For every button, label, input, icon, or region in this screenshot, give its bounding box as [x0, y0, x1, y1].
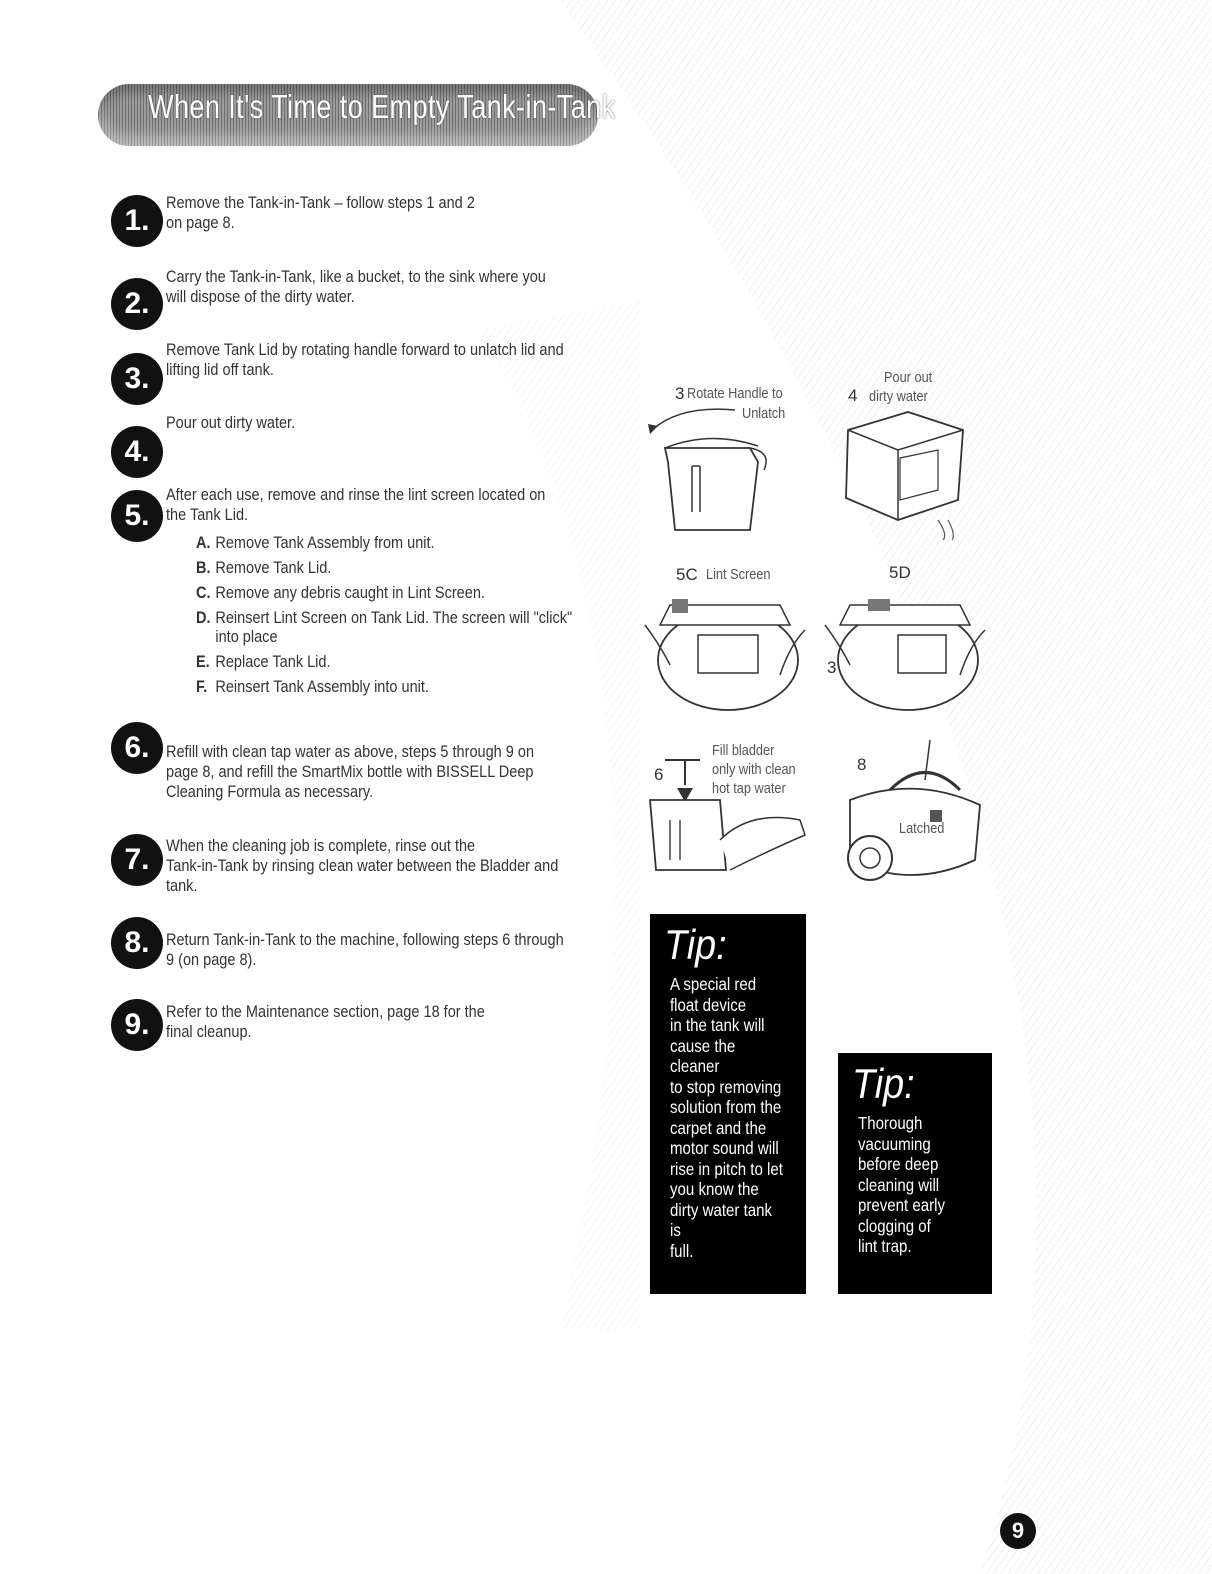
step-1-line-1: Remove the Tank-in-Tank – follow steps 1 and 2	[166, 194, 475, 212]
substep-e	[196, 650, 572, 675]
step-8-line-2: 9 (on page 8).	[166, 951, 257, 969]
page-number-badge: 9	[1000, 1513, 1036, 1549]
step-7-line-1: When the cleaning job is complete, rinse out the	[166, 837, 476, 855]
substep-letter: C.	[196, 584, 211, 602]
figure-8-label: Latched	[899, 820, 945, 837]
step-2-line-1: Carry the Tank-in-Tank, like a bucket, to the sink where you	[166, 268, 546, 286]
step-6-line-3: Cleaning Formula as necessary.	[166, 783, 374, 801]
step-1-text	[166, 193, 475, 233]
page-title: When It's Time to Empty Tank-in-Tank	[148, 88, 616, 125]
substep-text: Reinsert Tank Assembly into unit.	[215, 678, 429, 696]
figure-8-number: 8	[857, 755, 867, 774]
substep-letter: A.	[196, 534, 211, 552]
figure-4-label-1: Pour out	[884, 369, 933, 386]
figure-3-label-1: Rotate Handle to	[687, 385, 783, 402]
tip-title: Tip:	[852, 1060, 915, 1107]
substep-letter: B.	[196, 559, 211, 577]
step-8-badge: 8.	[111, 917, 163, 969]
step-4-line-1: Pour out dirty water.	[166, 414, 296, 432]
substep-d-continued: into place	[215, 628, 278, 646]
step-7-text	[166, 836, 558, 896]
step-3-badge: 3.	[111, 353, 163, 405]
tip-title: Tip:	[664, 921, 727, 968]
substep-text: Replace Tank Lid.	[215, 653, 331, 671]
step-5-text	[166, 485, 545, 525]
step-5-line-1: After each use, remove and rinse the lint screen located on	[166, 486, 546, 504]
tip-box-float-device	[650, 914, 806, 1294]
step-4-text	[166, 413, 295, 433]
figure-5d-number: 5D	[889, 563, 911, 582]
step-7-badge: 7.	[111, 834, 163, 886]
figure-6-number: 6	[654, 765, 664, 784]
substep-c	[196, 581, 572, 606]
step-8-text	[166, 930, 564, 970]
step-4-badge: 4.	[111, 426, 163, 478]
substep-text: Remove Tank Lid.	[215, 559, 332, 577]
step-3-line-1: Remove Tank Lid by rotating handle forward to unlatch lid and	[166, 341, 564, 359]
step-9-badge: 9.	[111, 999, 163, 1051]
step-2-text	[166, 267, 546, 307]
step-5-badge: 5.	[111, 490, 163, 542]
step-5-line-2: the Tank Lid.	[166, 506, 249, 524]
step-5-substeps	[196, 531, 572, 700]
step-7-line-2: Tank-in-Tank by rinsing clean water between the Bladder and	[166, 857, 559, 875]
step-9-text	[166, 1002, 485, 1042]
figure-4-pour-illustration	[838, 410, 988, 540]
figure-6-label-1: Fill bladder	[712, 742, 775, 759]
figure-6-label-2: only with clean	[712, 761, 796, 778]
figure-4-label-2: dirty water	[869, 388, 928, 405]
figure-5c-number: 5C	[676, 565, 698, 584]
step-2-badge: 2.	[111, 278, 163, 330]
substep-text: Remove any debris caught in Lint Screen.	[215, 584, 485, 602]
step-1-badge: 1.	[111, 195, 163, 247]
substep-letter: F.	[196, 678, 208, 696]
step-6-badge: 6.	[111, 722, 163, 774]
figure-5c-lint-screen-illustration	[640, 585, 815, 720]
substep-b	[196, 556, 572, 581]
substep-text: Reinsert Lint Screen on Tank Lid. The screen will "click"	[215, 609, 573, 627]
substep-letter: D.	[196, 609, 211, 627]
substep-text: Remove Tank Assembly from unit.	[215, 534, 435, 552]
figure-5d-lint-screen-illustration	[820, 585, 995, 720]
figure-4-number: 4	[848, 386, 858, 405]
step-6-text	[166, 742, 534, 802]
figure-3-number: 3	[675, 384, 685, 403]
substep-f	[196, 675, 572, 700]
step-3-text	[166, 340, 564, 380]
figure-6-label-3: hot tap water	[712, 780, 786, 797]
step-7-line-3: tank.	[166, 877, 198, 895]
figure-3-label-2: Unlatch	[742, 405, 786, 422]
step-8-line-1: Return Tank-in-Tank to the machine, following steps 6 through	[166, 931, 564, 949]
step-2-line-2: will dispose of the dirty water.	[166, 288, 355, 306]
step-6-line-2: page 8, and refill the SmartMix bottle with BISSELL Deep	[166, 763, 534, 781]
figure-5c-label: Lint Screen	[706, 566, 771, 583]
step-3-line-2: lifting lid off tank.	[166, 361, 274, 379]
substep-letter: E.	[196, 653, 210, 671]
substep-a	[196, 531, 572, 556]
tip-body: A special red float device in the tank will cause the cleaner to stop removing solution from the carpet and the motor sound will rise in pitch to let you know the dirty water tank is full.	[670, 974, 783, 1261]
step-9-line-2: final cleanup.	[166, 1023, 252, 1041]
tip-body: Thorough vacuuming before deep cleaning will prevent early clogging of lint trap.	[858, 1113, 946, 1256]
tip-box-vacuuming	[838, 1053, 992, 1294]
figure-5d-inner-number: 3	[827, 658, 837, 677]
step-1-line-2: on page 8.	[166, 214, 235, 232]
step-9-line-1: Refer to the Maintenance section, page 18 for the	[166, 1003, 485, 1021]
step-6-line-1: Refill with clean tap water as above, steps 5 through 9 on	[166, 743, 535, 761]
